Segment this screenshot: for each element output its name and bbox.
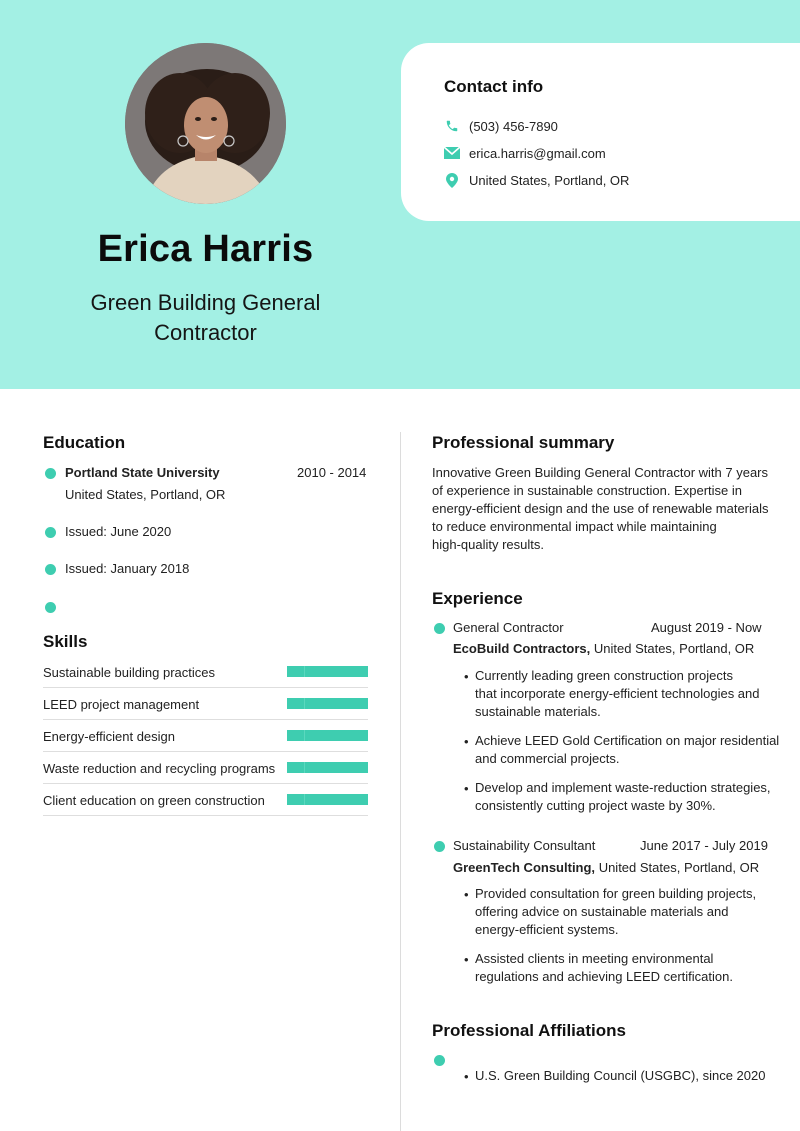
education-item: Issued: January 2018 (65, 561, 190, 576)
education-years: 2010 - 2014 (297, 465, 367, 480)
map-pin-icon (444, 172, 460, 188)
bullet-marker: • (464, 669, 469, 684)
contact-location (444, 172, 629, 188)
job-location: United States, Portland, OR (593, 641, 755, 656)
bullet-marker: • (464, 734, 469, 749)
candidate-name: Erica Harris (97, 228, 314, 270)
affiliation-item: U.S. Green Building Council (USGBC), since 2020 (475, 1068, 766, 1083)
summary-line: energy-efficient design and the use of renewable materials (432, 501, 769, 516)
timeline-dot (45, 602, 56, 613)
skill-level-bar (287, 730, 368, 741)
job-bullet-line: Develop and implement waste-reduction strategies, (475, 780, 771, 795)
summary-line: Innovative Green Building General Contractor with 7 years (432, 465, 769, 480)
header-banner (0, 0, 800, 389)
job-role: General Contractor (453, 620, 564, 635)
skill-label: Energy-efficient design (43, 729, 176, 744)
affiliations-heading: Professional Affiliations (432, 1021, 626, 1040)
skill-level-bar (287, 666, 368, 677)
timeline-dot (45, 527, 56, 538)
job-company-line (453, 860, 759, 875)
timeline-dot (45, 564, 56, 575)
education-location: United States, Portland, OR (65, 487, 226, 502)
job-bullet-line: offering advice on sustainable materials and (475, 904, 729, 919)
bullet-marker: • (464, 952, 469, 967)
job-bullet-line: and commercial projects. (475, 751, 620, 766)
job-bullet-line: Achieve LEED Gold Certification on major residential (475, 733, 780, 748)
location-value: United States, Portland, OR (469, 172, 630, 188)
bullet-marker: • (464, 1069, 469, 1084)
job-bullet-line: Currently leading green construction projects (475, 668, 733, 683)
skill-label: LEED project management (43, 697, 200, 712)
job-role: Sustainability Consultant (453, 838, 596, 853)
summary-line: high-quality results. (432, 537, 544, 552)
job-company-line (453, 641, 754, 656)
envelope-icon (444, 145, 460, 161)
education-school: Portland State University (65, 465, 220, 480)
email-value: erica.harris@gmail.com (469, 145, 606, 161)
bullet-marker: • (464, 781, 469, 796)
summary-heading: Professional summary (432, 433, 615, 452)
contact-phone[interactable] (444, 118, 558, 134)
contact-heading: Contact info (444, 77, 544, 96)
summary-line: of experience in sustainable construction. Expertise in (432, 483, 743, 498)
timeline-dot (434, 1055, 445, 1066)
candidate-title: Green Building General Contractor (90, 290, 321, 345)
job-bullet-line: sustainable materials. (475, 704, 601, 719)
job-bullet-line: that incorporate energy-efficient technologies and (475, 686, 760, 701)
skill-row (43, 752, 368, 784)
job-company: EcoBuild Contractors, (453, 641, 591, 656)
experience-heading: Experience (432, 589, 523, 608)
education-heading: Education (43, 433, 126, 452)
skill-label: Client education on green construction (43, 793, 265, 808)
education-item: Issued: June 2020 (65, 524, 172, 539)
phone-value: (503) 456-7890 (469, 118, 558, 134)
skill-level-bar (287, 762, 368, 773)
timeline-dot (434, 623, 445, 634)
job-company: GreenTech Consulting, (453, 860, 596, 875)
skills-heading: Skills (43, 632, 88, 651)
job-bullet-line: consistently cutting project waste by 30%. (475, 798, 716, 813)
contact-card (401, 43, 800, 221)
portrait-photo-icon (125, 43, 286, 204)
phone-icon (444, 118, 460, 134)
job-dates: June 2017 - July 2019 (640, 838, 768, 853)
column-divider (400, 432, 401, 1131)
job-bullet-line: Assisted clients in meeting environmental (475, 951, 714, 966)
skill-row (43, 688, 368, 720)
profile-photo (125, 43, 286, 204)
contact-email[interactable] (444, 145, 606, 161)
skill-level-bar (287, 794, 368, 805)
timeline-dot (434, 841, 445, 852)
job-dates: August 2019 - Now (651, 620, 762, 635)
job-bullet-line: energy-efficient systems. (475, 922, 619, 937)
job-bullet-line: Provided consultation for green building projects, (475, 886, 757, 901)
skill-row (43, 784, 368, 816)
skill-level-bar (287, 698, 368, 709)
skill-label: Waste reduction and recycling programs (43, 761, 276, 776)
summary-line: to reduce environmental impact while maintaining (432, 519, 717, 534)
skill-label: Sustainable building practices (43, 665, 215, 680)
skill-row (43, 720, 368, 752)
timeline-dot (45, 468, 56, 479)
job-location: United States, Portland, OR (598, 860, 760, 875)
bullet-marker: • (464, 887, 469, 902)
job-bullet-line: regulations and achieving LEED certification. (475, 969, 733, 984)
skill-row (43, 656, 368, 688)
